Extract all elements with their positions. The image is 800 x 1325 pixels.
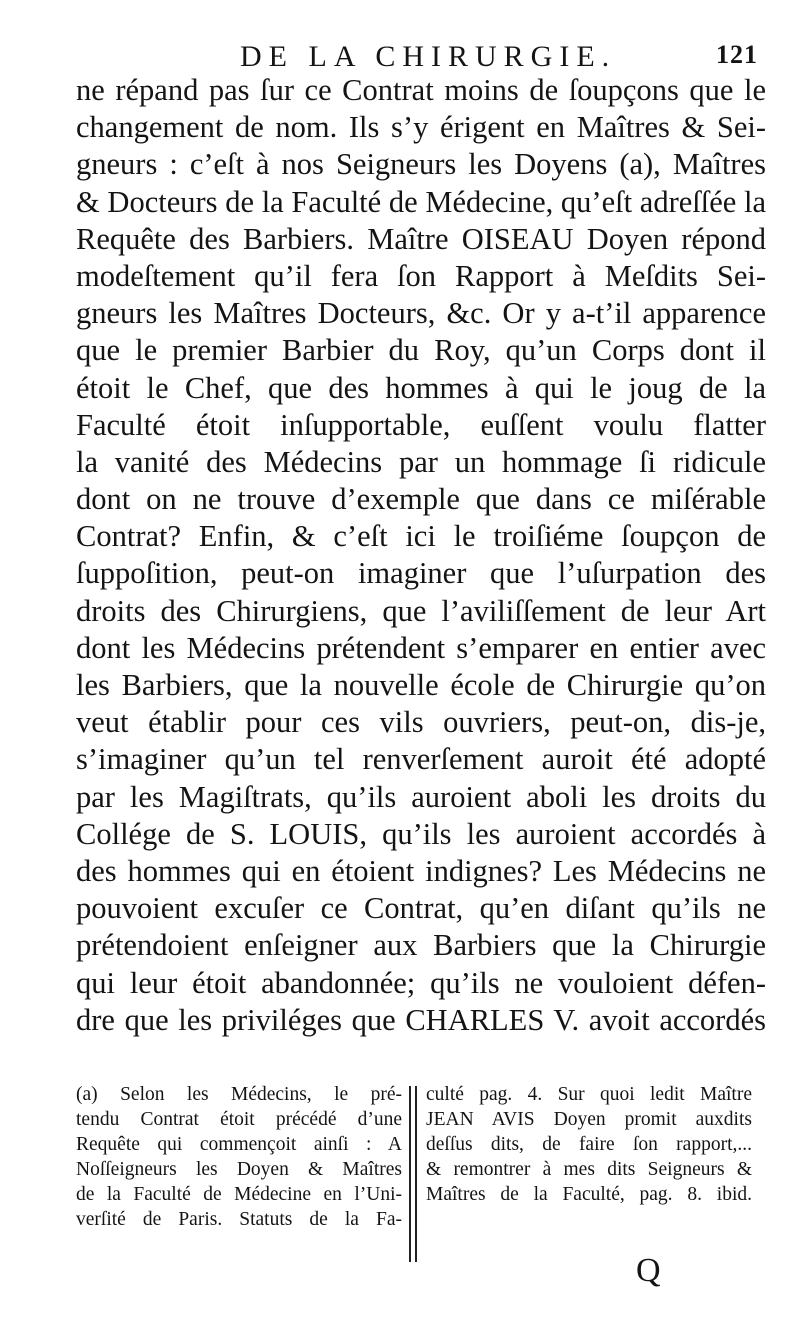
text-line: ſuppoſition, peut-on imaginer que l’uſurpation des [76, 556, 766, 591]
text-line: la vanité des Médecins par un hommage ſi ridicule [76, 444, 766, 479]
text-line: s’imaginer qu’un tel renverſement auroit été adopté [76, 742, 766, 777]
text-line: pouvoient excuſer ce Contrat, qu’en diſant qu’ils ne [76, 891, 766, 926]
footnote-line: deſſus dits, de faire ſon rapport,... [426, 1134, 752, 1155]
text-line: ne répand pas ſur ce Contrat moins de ſoupçons que le [76, 73, 766, 107]
text-line: changement de nom. Ils s’y érigent en Maîtres & Sei- [76, 110, 766, 145]
footnote-line: Maîtres de la Faculté, pag. 8. ibid. [426, 1184, 752, 1205]
footnote-line: tendu Contrat étoit précédé d’une [76, 1109, 402, 1130]
main-text [76, 72, 766, 1039]
page-header [0, 32, 800, 72]
text-line: que le premier Barbier du Roy, qu’un Corps dont il [76, 333, 766, 368]
footnote-left-column [76, 1082, 402, 1232]
text-line: gneurs les Maîtres Docteurs, &c. Or y a-t’il apparence [76, 296, 766, 331]
running-title: DE LA CHIRURGIE. [240, 40, 617, 73]
column-divider [409, 1086, 417, 1262]
text-line: Faculté étoit inſupportable, euſſent voulu flatter [76, 407, 766, 442]
text-line: les Barbiers, que la nouvelle école de Chirurgie qu’on [76, 668, 766, 702]
text-line: des hommes qui en étoient indignes? Les Médecins ne [76, 853, 766, 888]
text-line: Collége de S. LOUIS, qu’ils les auroient accordés à [76, 816, 766, 851]
text-line: dont on ne trouve d’exemple que dans ce miſérable [76, 482, 766, 517]
text-line: prétendoient enſeigner aux Barbiers que la Chirurgie [76, 928, 766, 963]
text-line: modeſtement qu’il fera ſon Rapport à Meſdits Sei- [76, 258, 766, 293]
footnotes [76, 1082, 766, 1262]
text-line: étoit le Chef, que des hommes à qui le joug de la [76, 370, 766, 405]
catchword: Q [636, 1252, 661, 1289]
text-line: gneurs : c’eſt à nos Seigneurs les Doyens (a), Maîtres [76, 147, 766, 182]
footnote-line: culté pag. 4. Sur quoi ledit Maître [426, 1084, 752, 1105]
text-line: qui leur étoit abandonnée; qu’ils ne vouloient défen- [76, 965, 766, 1000]
footnote-line: JEAN AVIS Doyen promit auxdits [426, 1109, 752, 1130]
text-line: Requête des Barbiers. Maître OISEAU Doyen répond [76, 221, 766, 256]
footnote-line: (a) Selon les Médecins, le pré- [76, 1084, 402, 1105]
text-line: veut établir pour ces vils ouvriers, peut-on, dis-je, [76, 705, 766, 740]
footnote-line: & remontrer à mes dits Seigneurs & [426, 1159, 752, 1180]
footnote-line: Requête qui commençoit ainſi : A [76, 1134, 402, 1155]
text-line: Contrat? Enfin, & c’eſt ici le troiſiéme ſoupçon de [76, 519, 766, 554]
text-line: & Docteurs de la Faculté de Médecine, qu’eſt adreſſée la [76, 184, 766, 219]
text-line: dont les Médecins prétendent s’emparer en entier avec [76, 630, 766, 665]
footnote-line: de la Faculté de Médecine en l’Uni- [76, 1184, 402, 1205]
page-number: 121 [716, 40, 758, 69]
text-line: par les Magiſtrats, qu’ils auroient aboli les droits du [76, 779, 766, 814]
text-line: droits des Chirurgiens, que l’aviliſſement de leur Art [76, 593, 766, 628]
footnote-right-column [426, 1082, 752, 1207]
footnote-line: verſité de Paris. Statuts de la Fa- [76, 1209, 402, 1230]
text-line: dre que les priviléges que CHARLES V. avoit accordés [76, 1002, 766, 1037]
footnote-line: Noſſeigneurs les Doyen & Maîtres [76, 1159, 402, 1180]
